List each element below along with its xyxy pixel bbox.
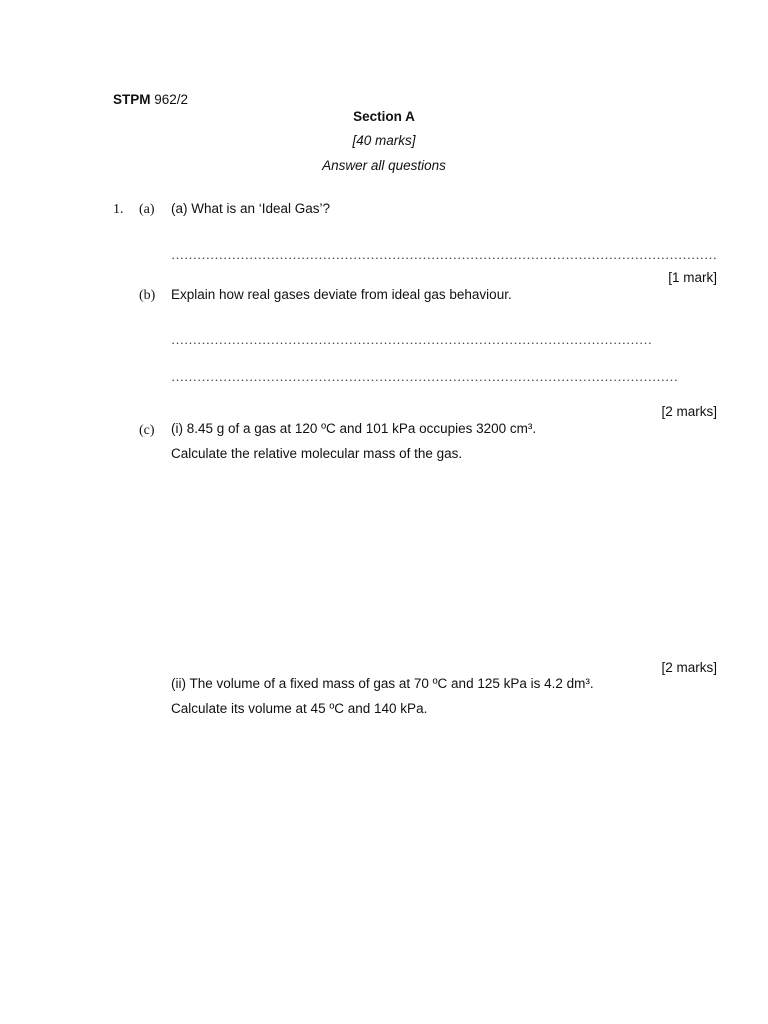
part-c-label: (c) [139, 423, 155, 438]
part-b-marks: [2 marks] [661, 404, 717, 419]
exam-code: 962/2 [154, 92, 189, 107]
part-a-text: (a) What is an ‘Ideal Gas’? [171, 201, 331, 216]
exam-header [113, 92, 188, 107]
exam-name: STPM [113, 92, 151, 107]
part-c-ii-text: (ii) The volume of a fixed mass of gas at 70 ºC and 125 kPa is 4.2 dm³. [171, 676, 594, 691]
part-c-i-text: (i) 8.45 g of a gas at 120 ºC and 101 kPa occupies 3200 cm³. [171, 421, 537, 436]
question-number: 1. [113, 202, 124, 217]
part-c-i-marks: [2 marks] [661, 660, 717, 675]
part-c-i-instruction: Calculate the relative molecular mass of the gas. [171, 446, 463, 461]
part-b-text: Explain how real gases deviate from ideal gas behaviour. [171, 287, 512, 302]
part-a-answer-line: ……………………………………………………………………………………………………………… [171, 247, 717, 262]
part-a-label: (a) [139, 202, 155, 217]
part-a-marks: [1 mark] [668, 270, 717, 285]
part-b-answer-line-1: ………………………………………………………………………………………………… [171, 332, 652, 347]
part-c-ii-instruction: Calculate its volume at 45 ºC and 140 kPa. [171, 701, 428, 716]
section-instruction: Answer all questions [322, 158, 446, 173]
part-b-label: (b) [139, 288, 156, 303]
section-marks: [40 marks] [352, 133, 416, 148]
part-b-answer-line-2: ……………………………………………………………………………………………………… [171, 369, 678, 384]
section-title: Section A [353, 109, 415, 124]
